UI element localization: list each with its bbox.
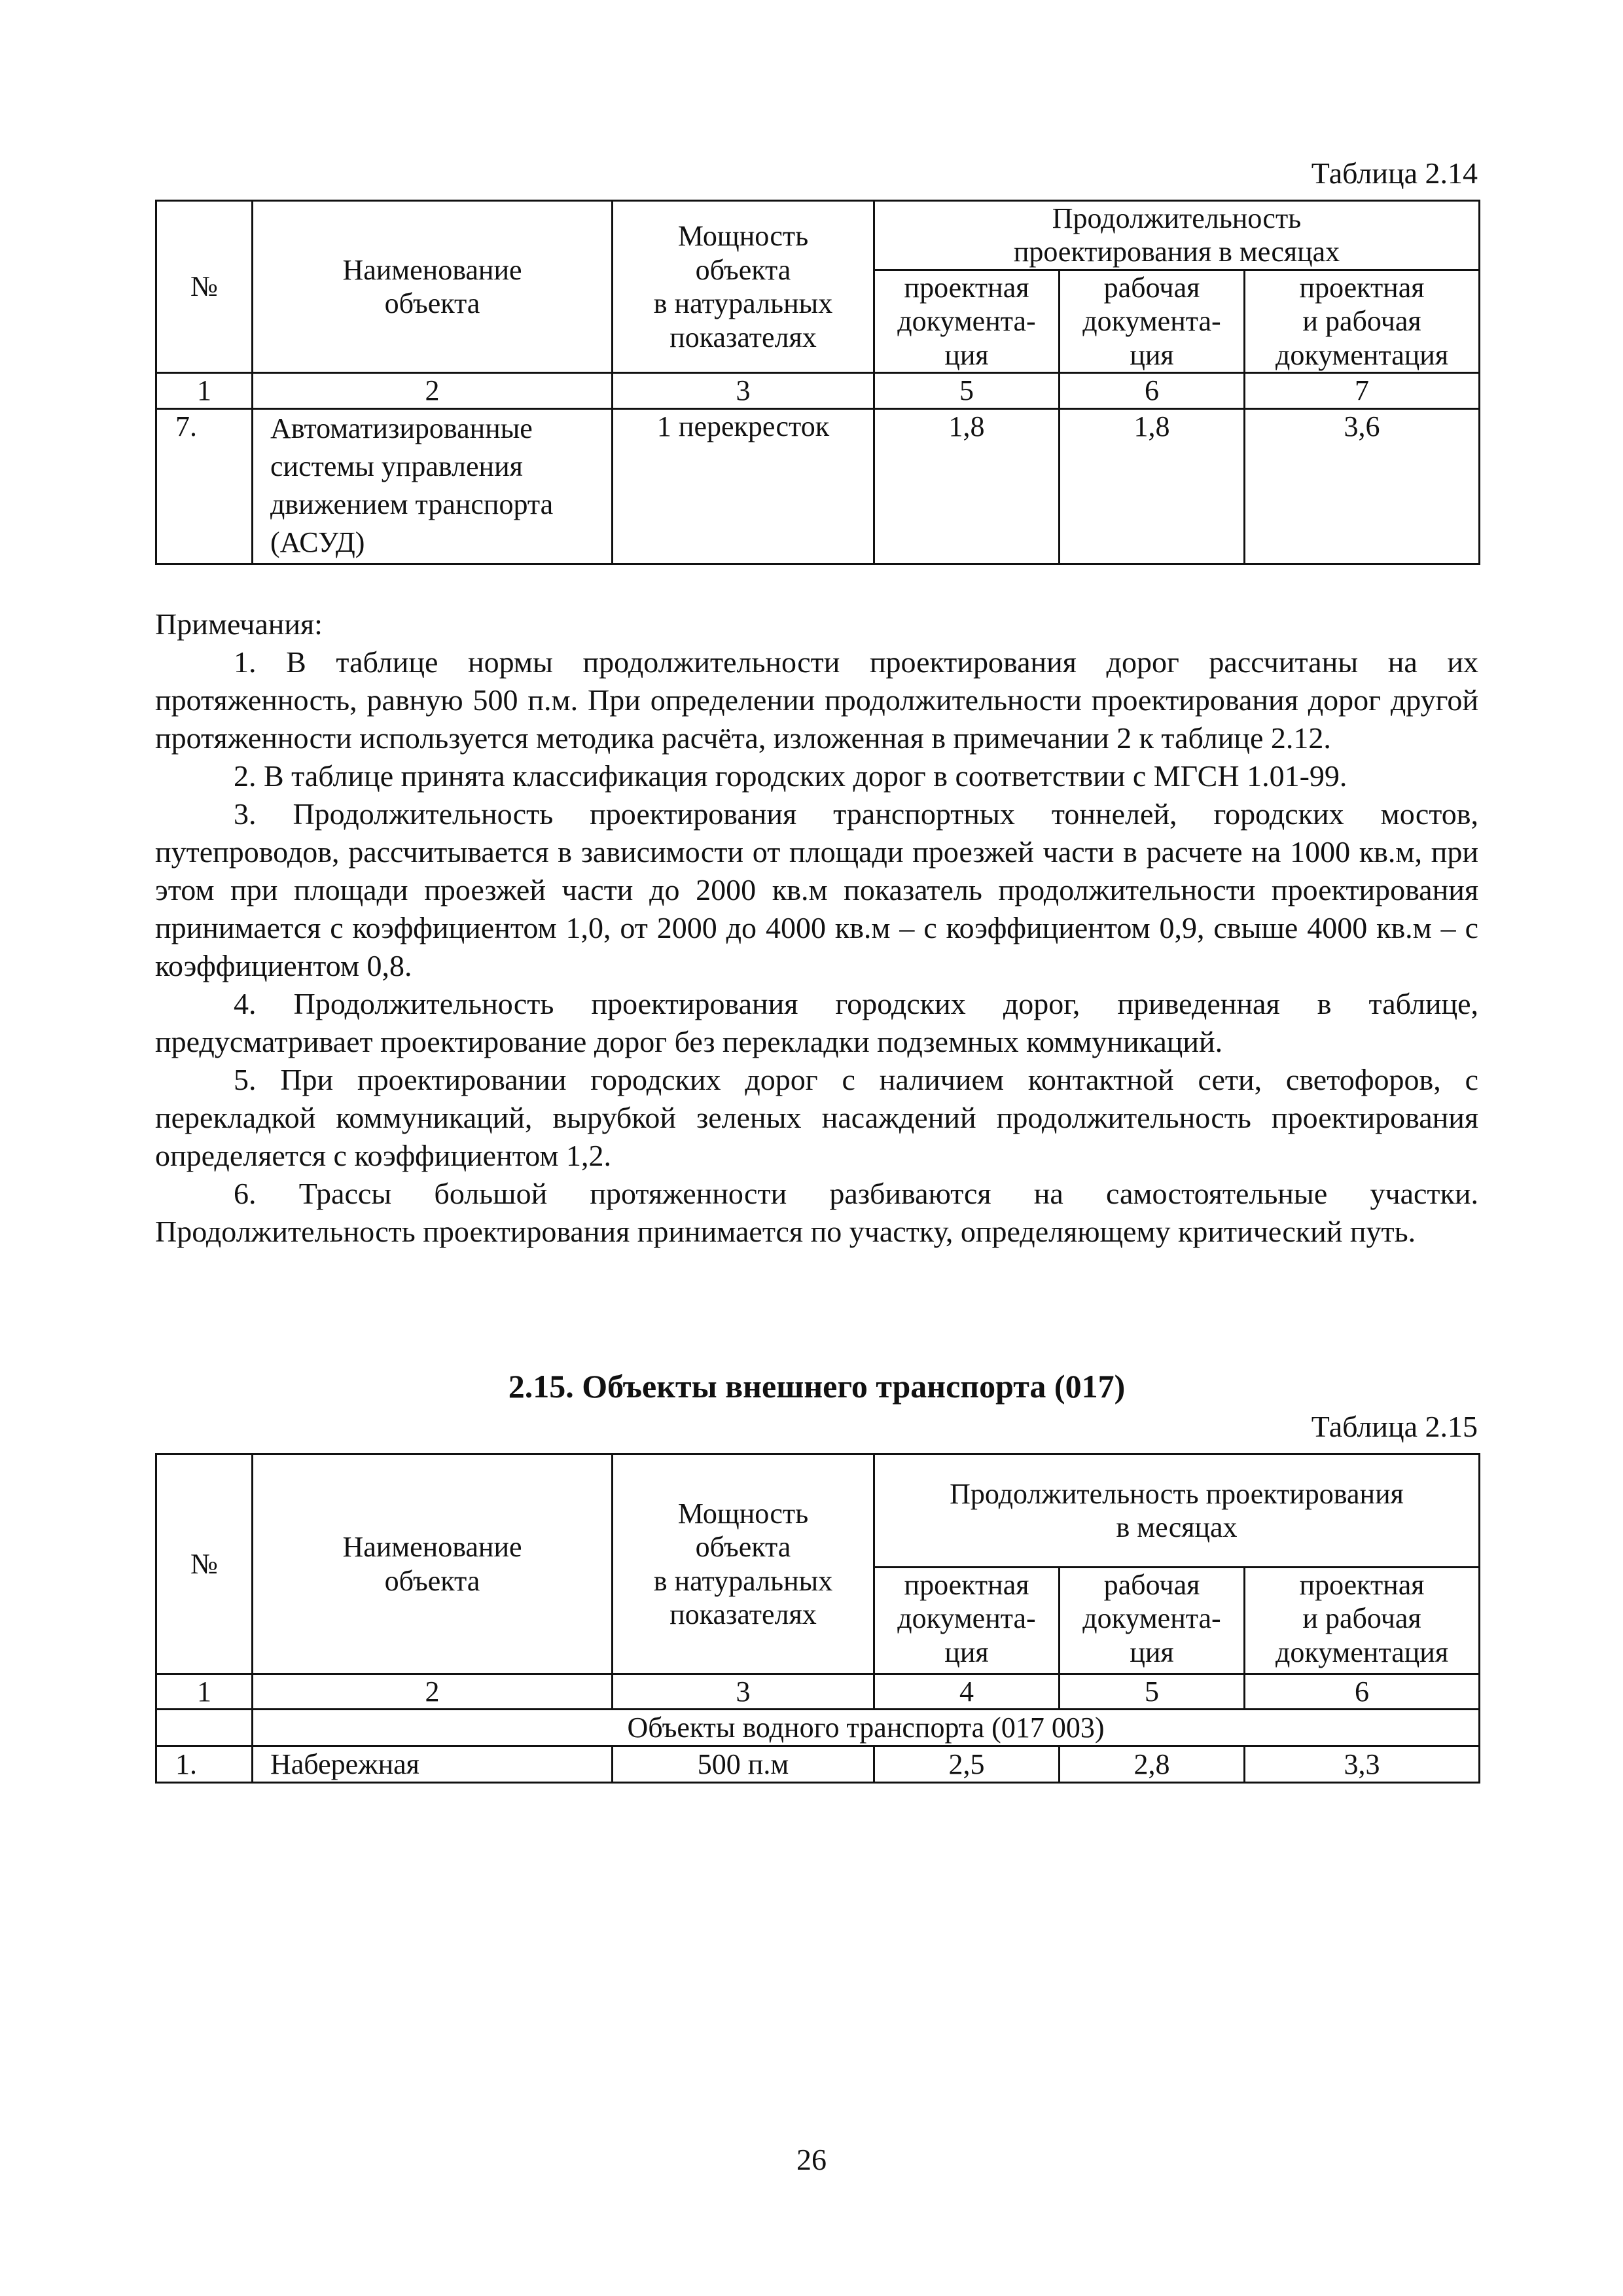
header-capacity-line: объекта [695, 253, 791, 286]
table-2-14-caption: Таблица 2.14 [1311, 156, 1478, 190]
column-number: 6 [1060, 373, 1245, 408]
header-num: № [156, 201, 253, 373]
column-number: 2 [253, 1674, 613, 1710]
table-row [156, 1746, 1480, 1783]
header-design-line: документа- [897, 1602, 1036, 1635]
note-item: 5. При проектировании городских дорог с наличием контактной сети, светофоров, с перекладкой коммуникаций, вырубкой зеленых насаждений продолжительность проектирования определяется с коэффициентом 1,2. [155, 1063, 1478, 1172]
row-capacity: 500 п.м [613, 1746, 874, 1783]
header-working-line: рабочая [1103, 1569, 1200, 1601]
row-num: 1. [156, 1746, 253, 1783]
header-name-line: Наименование [342, 1531, 522, 1564]
note-item: 2. В таблице принята классификация городских дорог в соответствии с МГСН 1.01-99. [234, 759, 1347, 793]
column-number: 2 [253, 373, 613, 408]
note-item: 6. Трассы большой протяженности разбиваются на самостоятельные участки. Продолжительность проектирования принимается по участку, определяющему критический путь. [155, 1177, 1478, 1248]
page-number: 26 [796, 2143, 827, 2176]
header-both-line: и рабочая [1302, 305, 1421, 338]
header-duration-line: Продолжительность [1052, 202, 1302, 234]
header-name-line: Наименование [342, 253, 522, 286]
header-design-line: ция [944, 1636, 989, 1668]
table-2-15-caption: Таблица 2.15 [1311, 1410, 1478, 1443]
header-name-line: объекта [384, 1564, 480, 1597]
header-duration-line: Продолжительность проектирования [950, 1477, 1404, 1510]
row-name-line: системы управления [270, 450, 523, 482]
header-working-doc [1060, 1568, 1245, 1674]
table-2-15 [155, 1453, 1480, 1784]
header-duration [874, 201, 1480, 270]
header-both-doc [1245, 1568, 1480, 1674]
header-name-line: объекта [384, 287, 480, 320]
row-design-months: 2,5 [874, 1746, 1060, 1783]
column-number: 3 [613, 373, 874, 408]
column-numbers-row [156, 373, 1480, 408]
header-capacity [613, 201, 874, 373]
header-capacity-line: Мощность [677, 220, 809, 253]
header-design-doc [874, 1568, 1060, 1674]
row-working-months: 1,8 [1060, 408, 1245, 564]
column-number: 5 [874, 373, 1060, 408]
column-number: 6 [1245, 1674, 1480, 1710]
header-working-doc [1060, 270, 1245, 372]
row-name-line: движением транспорта [270, 488, 554, 520]
row-both-months: 3,6 [1245, 408, 1480, 564]
note-item: 1. В таблице нормы продолжительности проектирования дорог рассчитаны на их протяженность, равную 500 п.м. При определении продолжительности проектирования дорог другой протяженности используется методика расчёта, изложенная в примечании 2 к таблице 2.12. [155, 645, 1478, 755]
group-row [156, 1710, 1480, 1746]
column-numbers-row [156, 1674, 1480, 1710]
header-capacity [613, 1454, 874, 1674]
header-capacity-line: Мощность [677, 1497, 809, 1530]
column-number: 3 [613, 1674, 874, 1710]
header-both-line: и рабочая [1302, 1602, 1421, 1635]
header-working-line: рабочая [1103, 271, 1200, 304]
note-item: 3. Продолжительность проектирования транспортных тоннелей, городских мостов, путепроводов, рассчитывается в зависимости от площади проезжей части в расчете на 1000 кв.м, при этом при площади проезжей части до 2000 кв.м показатель продолжительности проектирования принимается с коэффициентом 1,0, от 2000 до 4000 кв.м – с коэффициентом 0,9, свыше 4000 кв.м – с коэффициентом 0,8. [155, 797, 1478, 982]
header-working-line: документа- [1082, 1602, 1221, 1635]
row-name-line: (АСУД) [270, 526, 365, 558]
header-capacity-line: в натуральных [653, 1564, 833, 1597]
header-working-line: ция [1130, 1636, 1174, 1668]
header-design-doc [874, 270, 1060, 372]
header-both-line: проектная [1299, 1569, 1425, 1601]
header-num: № [156, 1454, 253, 1674]
row-name [253, 408, 613, 564]
header-both-line: документация [1275, 1636, 1449, 1668]
table-2-14 [155, 200, 1480, 565]
row-name-line: Автоматизированные [270, 412, 533, 444]
header-capacity-line: объекта [695, 1531, 791, 1564]
header-both-doc [1245, 270, 1480, 372]
header-name [253, 201, 613, 373]
header-duration [874, 1454, 1480, 1568]
header-design-line: ция [944, 338, 989, 371]
section-title: 2.15. Объекты внешнего транспорта (017) [508, 1368, 1126, 1405]
header-capacity-line: показателях [669, 1598, 817, 1630]
header-duration-line: проектирования в месяцах [1013, 236, 1340, 268]
header-design-line: документа- [897, 305, 1036, 338]
header-both-line: документация [1275, 338, 1449, 371]
header-capacity-line: в натуральных [653, 287, 833, 320]
header-design-line: проектная [904, 1569, 1029, 1601]
row-capacity: 1 перекресток [613, 408, 874, 564]
header-both-line: проектная [1299, 271, 1425, 304]
group-row-blank [156, 1710, 253, 1746]
note-item: 4. Продолжительность проектирования городских дорог, приведенная в таблице, предусматривает проектирование дорог без перекладки подземных коммуникаций. [155, 987, 1478, 1058]
notes-heading: Примечания: [155, 607, 323, 641]
column-number: 4 [874, 1674, 1060, 1710]
group-label: Объекты водного транспорта (017 003) [253, 1710, 1480, 1746]
column-number: 7 [1245, 373, 1480, 408]
header-working-line: документа- [1082, 305, 1221, 338]
header-design-line: проектная [904, 271, 1029, 304]
header-working-line: ция [1130, 338, 1174, 371]
row-num: 7. [156, 408, 253, 564]
row-both-months: 3,3 [1245, 1746, 1480, 1783]
header-name [253, 1454, 613, 1674]
table-row [156, 408, 1480, 564]
column-number: 5 [1060, 1674, 1245, 1710]
header-capacity-line: показателях [669, 321, 817, 353]
row-working-months: 2,8 [1060, 1746, 1245, 1783]
row-design-months: 1,8 [874, 408, 1060, 564]
header-duration-line: в месяцах [1116, 1511, 1238, 1543]
column-number: 1 [156, 1674, 253, 1710]
row-name: Набережная [253, 1746, 613, 1783]
column-number: 1 [156, 373, 253, 408]
notes-block [155, 605, 1478, 1251]
